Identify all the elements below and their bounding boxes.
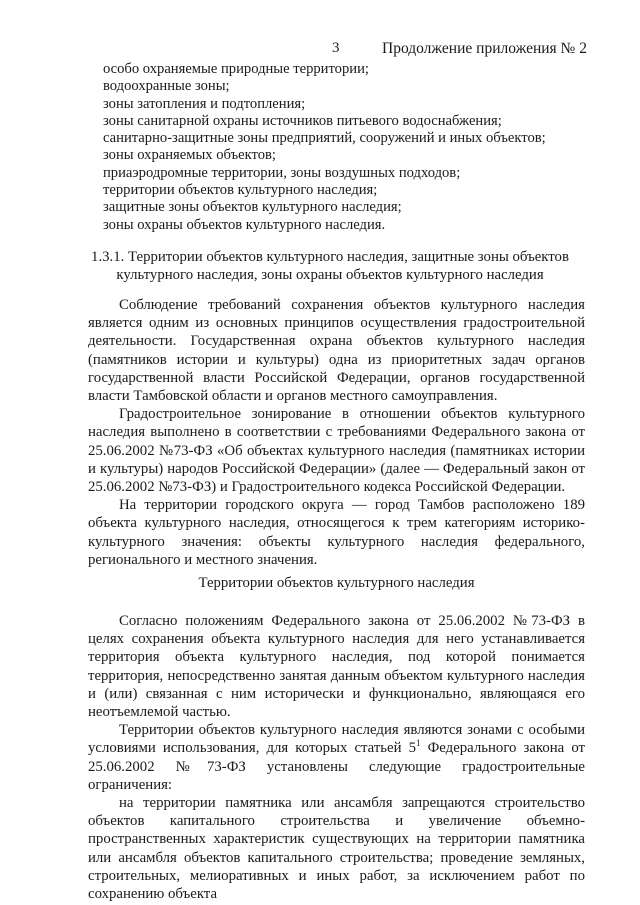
- paragraph: Соблюдение требований сохранения объектов культурного наследия является одним из основных принципов осуществления градостроительной деятельности. Государственная охрана объектов культурного наследия (памятников истории и культуры) одна из приоритетных задач органов государственной власти Российской Федерации, органов государственной власти Тамбовской области и органов местного самоуправления.: [88, 297, 585, 405]
- superscript: 1: [416, 738, 421, 749]
- page-number: 3: [332, 40, 340, 56]
- list-item: защитные зоны объектов культурного наследия;: [103, 199, 402, 216]
- list-item: санитарно-защитные зоны предприятий, сооружений и иных объектов;: [103, 130, 546, 147]
- paragraph-art-5-1: [88, 721, 585, 794]
- paragraph: Градостроительное зонирование в отношении объектов культурного наследия выполнено в соответствии с требованиями Федерального закона от 25.06.2002 №73-ФЗ «Об объектах культурного наследия (памятниках истории и культуры) народов Российской Федерации» (далее — Федеральный закон от 25.06.2002 №73-ФЗ) и Градостроительного кодекса Российской Федерации.: [88, 406, 585, 496]
- paragraph-text: Федерального закона от 25.06.2002 №73-ФЗ установлены следующие градостроительные ограничения:: [88, 740, 585, 793]
- zone-list: [103, 61, 546, 234]
- list-item: водоохранные зоны;: [103, 78, 230, 95]
- paragraph: Согласно положениям Федерального закона от 25.06.2002 №73-ФЗ в целях сохранения объекта культурного наследия для него устанавливается территория объекта культурного наследия, под которой понимается территория, непосредственно занятая данным объектом культурного наследия и (или) связанная с ним исторически и функционально, являющаяся его неотъемлемой частью.: [88, 613, 585, 721]
- subheading: Территории объектов культурного наследия: [198, 575, 475, 591]
- list-item: зоны охраны объектов культурного наследия.: [103, 216, 386, 233]
- list-item: приаэродромные территории, зоны воздушных подходов;: [103, 164, 461, 181]
- list-item: зоны санитарной охраны источников питьевого водоснабжения;: [103, 112, 502, 129]
- list-item: зоны охраняемых объектов;: [103, 147, 276, 164]
- list-item: зоны затопления и подтопления;: [103, 95, 306, 112]
- paragraph: на территории памятника или ансамбля запрещаются строительство объектов капитального строительства и увеличение объемно-пространственных характеристик существующих на территории памятника или ансамбля объектов капитального строительства; проведение земляных, строительных, мелиоративных и иных работ, за исключением работ по сохранению объекта: [88, 795, 585, 903]
- section-heading-line1: 1.3.1. Территории объектов культурного наследия, защитные зоны объектов: [91, 249, 569, 265]
- paragraph-text: Территории объектов культурного наследия являются зонами с особыми условиями использования, для которых статьей 5: [88, 722, 585, 757]
- body-block-2: [88, 612, 585, 903]
- paragraph: На территории городского округа — город Тамбов расположено 189 объекта культурного наследия, относящегося к трем категориям историко-культурного значения: объекты культурного наследия федерального, регионального и местного значения.: [88, 497, 585, 568]
- section-heading-line2: культурного наследия, зоны охраны объектов культурного наследия: [116, 267, 544, 283]
- list-item: особо охраняемые природные территории;: [103, 61, 369, 77]
- list-item: территории объектов культурного наследия;: [103, 182, 378, 199]
- body-block-1: [88, 296, 585, 569]
- section-heading: [80, 248, 580, 284]
- header-title: Продолжение приложения № 2: [382, 40, 587, 57]
